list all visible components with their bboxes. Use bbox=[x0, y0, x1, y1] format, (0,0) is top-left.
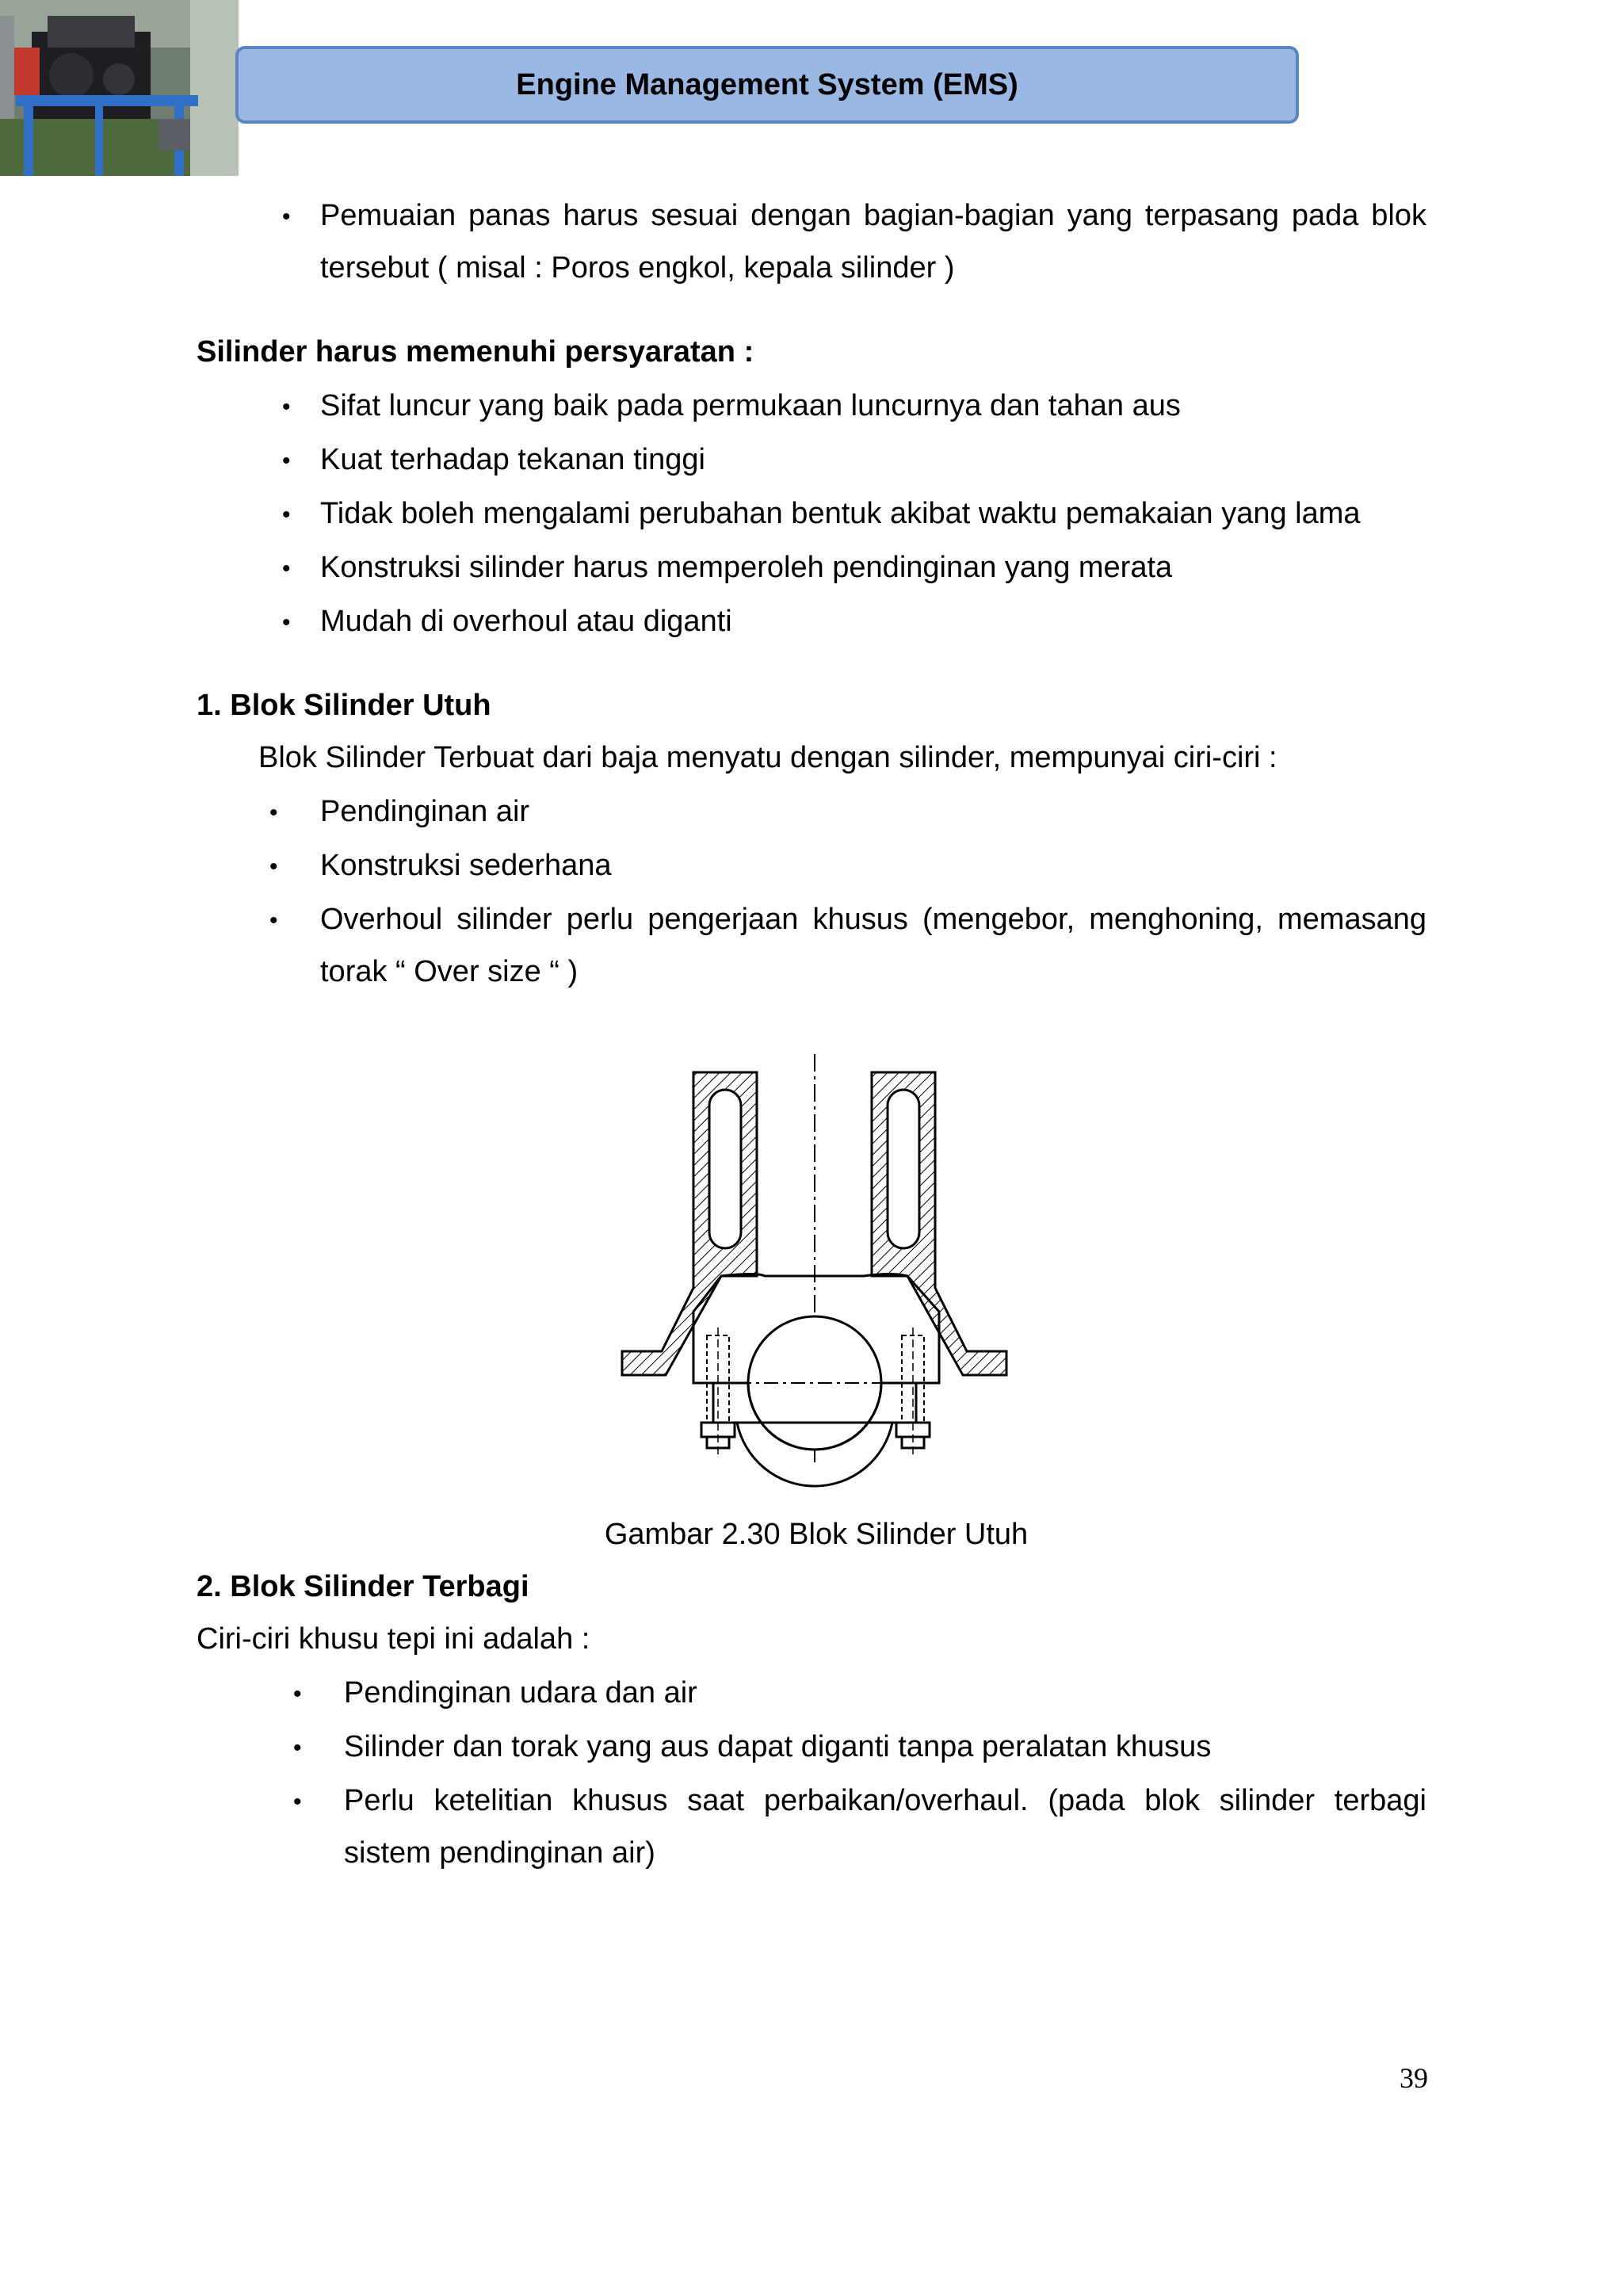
section2-item: Silinder dan torak yang aus dapat diganti tanpa peralatan khusus bbox=[344, 1730, 1212, 1763]
section2-item: Pendinginan udara dan air bbox=[344, 1676, 697, 1710]
requirement-item: Sifat luncur yang baik pada permukaan luncurnya dan tahan aus bbox=[320, 389, 1181, 422]
cylinder-block-drawing bbox=[618, 1050, 1014, 1502]
bullet-glyph: • bbox=[269, 800, 278, 826]
bullet-glyph: • bbox=[282, 448, 291, 474]
engine-photo-illustration bbox=[0, 0, 239, 176]
intro-bullet-line2: tersebut ( misal : Poros engkol, kepala silinder ) bbox=[320, 251, 955, 285]
header-title: Engine Management System (EMS) bbox=[516, 67, 1018, 101]
section1-item3-line1: Overhoul silinder perlu pengerjaan khusus (mengebor, menghoning, memasang bbox=[320, 903, 1426, 936]
requirements-heading: Silinder harus memenuhi persyaratan : bbox=[197, 335, 754, 369]
intro-bullet-line1: Pemuaian panas harus sesuai dengan bagian-bagian yang terpasang pada blok bbox=[320, 199, 1426, 232]
section2-item3-line1: Perlu ketelitian khusus saat perbaikan/overhaul. (pada blok silinder terbagi bbox=[344, 1784, 1426, 1817]
section2-heading: 2. Blok Silinder Terbagi bbox=[197, 1570, 529, 1603]
section2-item3-line2: sistem pendinginan air) bbox=[344, 1836, 655, 1870]
bullet-glyph: • bbox=[282, 394, 291, 420]
section1-intro: Blok Silinder Terbuat dari baja menyatu dengan silinder, mempunyai ciri-ciri : bbox=[258, 741, 1277, 774]
section1-heading: 1. Blok Silinder Utuh bbox=[197, 689, 491, 722]
bullet-glyph: • bbox=[282, 609, 291, 636]
section1-item: Pendinginan air bbox=[320, 795, 530, 828]
engine-trainer-photo bbox=[0, 0, 239, 176]
bullet-glyph: • bbox=[293, 1789, 302, 1815]
figure-caption: Gambar 2.30 Blok Silinder Utuh bbox=[604, 1518, 1029, 1551]
requirement-item: Konstruksi silinder harus memperoleh pendinginan yang merata bbox=[320, 551, 1173, 584]
bullet-glyph: • bbox=[293, 1735, 302, 1761]
requirement-item: Tidak boleh mengalami perubahan bentuk akibat waktu pemakaian yang lama bbox=[320, 497, 1361, 530]
bullet-glyph: • bbox=[282, 502, 291, 528]
bullet-glyph: • bbox=[282, 204, 291, 230]
requirement-item: Kuat terhadap tekanan tinggi bbox=[320, 443, 705, 476]
bullet-glyph: • bbox=[293, 1681, 302, 1707]
bullet-glyph: • bbox=[282, 556, 291, 582]
document-header bbox=[235, 46, 1299, 124]
section2-intro: Ciri-ciri khusu tepi ini adalah : bbox=[197, 1622, 590, 1656]
bullet-glyph: • bbox=[269, 854, 278, 880]
requirement-item: Mudah di overhoul atau diganti bbox=[320, 605, 732, 638]
section1-item: Konstruksi sederhana bbox=[320, 849, 612, 882]
section1-item3-line2: torak “ Over size “ ) bbox=[320, 955, 579, 988]
page-number: 39 bbox=[1400, 2062, 1428, 2094]
bullet-glyph: • bbox=[269, 907, 278, 934]
